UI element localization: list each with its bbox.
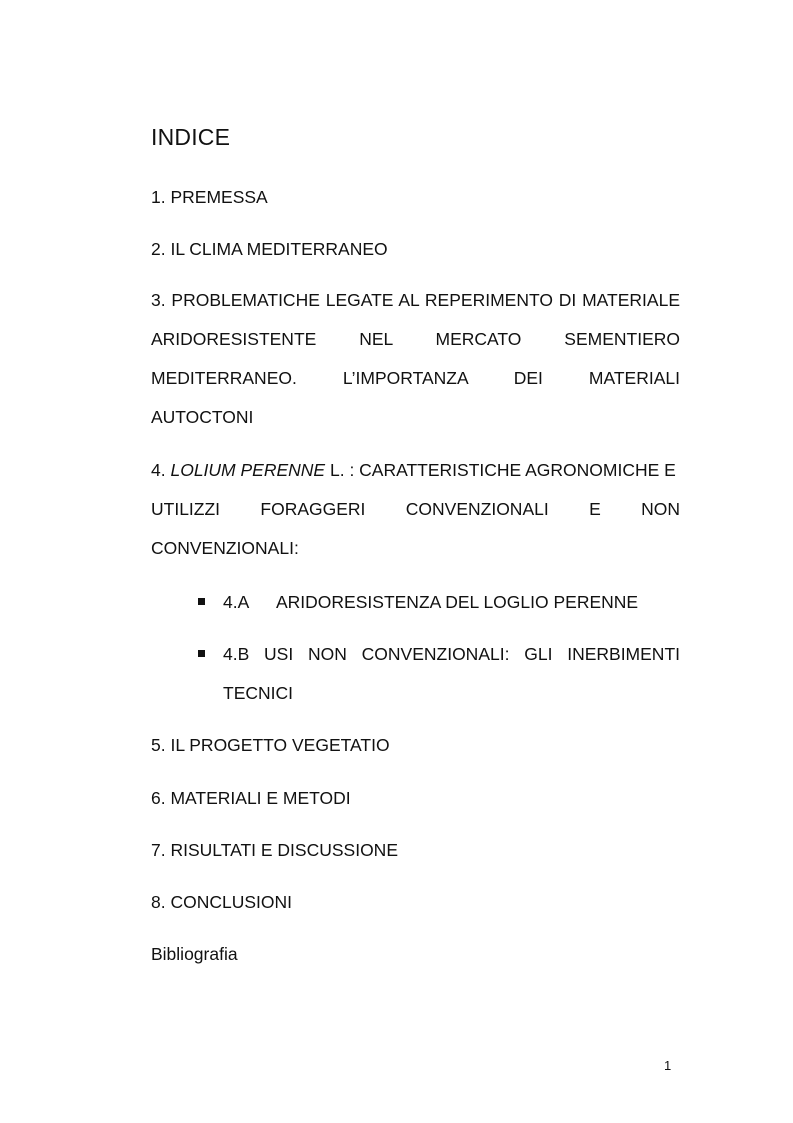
toc-entry-2: 2. IL CLIMA MEDITERRANEO bbox=[151, 239, 388, 259]
page-title: INDICE bbox=[151, 124, 231, 150]
toc-entry-bibliography: Bibliografia bbox=[151, 944, 238, 964]
toc-entry-3-line-2: ARIDORESISTENTE NEL MERCATO SEMENTIERO bbox=[151, 329, 680, 349]
toc-entry-3-line-1: 3. PROBLEMATICHE LEGATE AL REPERIMENTO DI MATERIALE bbox=[151, 290, 680, 310]
toc-entry-1: 1. PREMESSA bbox=[151, 187, 268, 207]
toc-entry-4-line-1 bbox=[151, 460, 680, 480]
toc-subentry-4a-text: ARIDORESISTENZA DEL LOGLIO PERENNE bbox=[276, 592, 639, 612]
toc-entry-4 bbox=[151, 460, 680, 558]
toc-subentry-4b-line-1: 4.B USI NON CONVENZIONALI: GLI INERBIMENTI bbox=[223, 644, 680, 664]
toc-entry-5: 5. IL PROGETTO VEGETATIO bbox=[151, 735, 390, 755]
toc-entry-4-rest: L. : CARATTERISTICHE AGRONOMICHE E bbox=[329, 460, 676, 480]
toc-entry-7: 7. RISULTATI E DISCUSSIONE bbox=[151, 840, 398, 860]
toc-entry-3-line-4: AUTOCTONI bbox=[151, 407, 254, 427]
toc-entry-6: 6. MATERIALI E METODI bbox=[151, 788, 351, 808]
toc-entry-4-species: LOLIUM PERENNE bbox=[170, 460, 326, 480]
toc-entry-8: 8. CONCLUSIONI bbox=[151, 892, 292, 912]
square-bullet-icon bbox=[198, 650, 205, 657]
toc-entry-4-line-2: UTILIZZI FORAGGERI CONVENZIONALI E NON bbox=[151, 499, 680, 519]
square-bullet-icon bbox=[198, 598, 205, 605]
toc-subentry-4a-number: 4.A bbox=[223, 592, 250, 612]
toc-entry-3-line-3: MEDITERRANEO. L’IMPORTANZA DEI MATERIALI bbox=[151, 368, 680, 388]
toc-subentry-4b-line-2: TECNICI bbox=[223, 683, 293, 703]
toc-entry-4-line-3: CONVENZIONALI: bbox=[151, 538, 299, 558]
toc-entry-4-prefix: 4. bbox=[151, 460, 166, 480]
page-number: 1 bbox=[664, 1058, 672, 1073]
toc-entry-3 bbox=[151, 290, 680, 427]
